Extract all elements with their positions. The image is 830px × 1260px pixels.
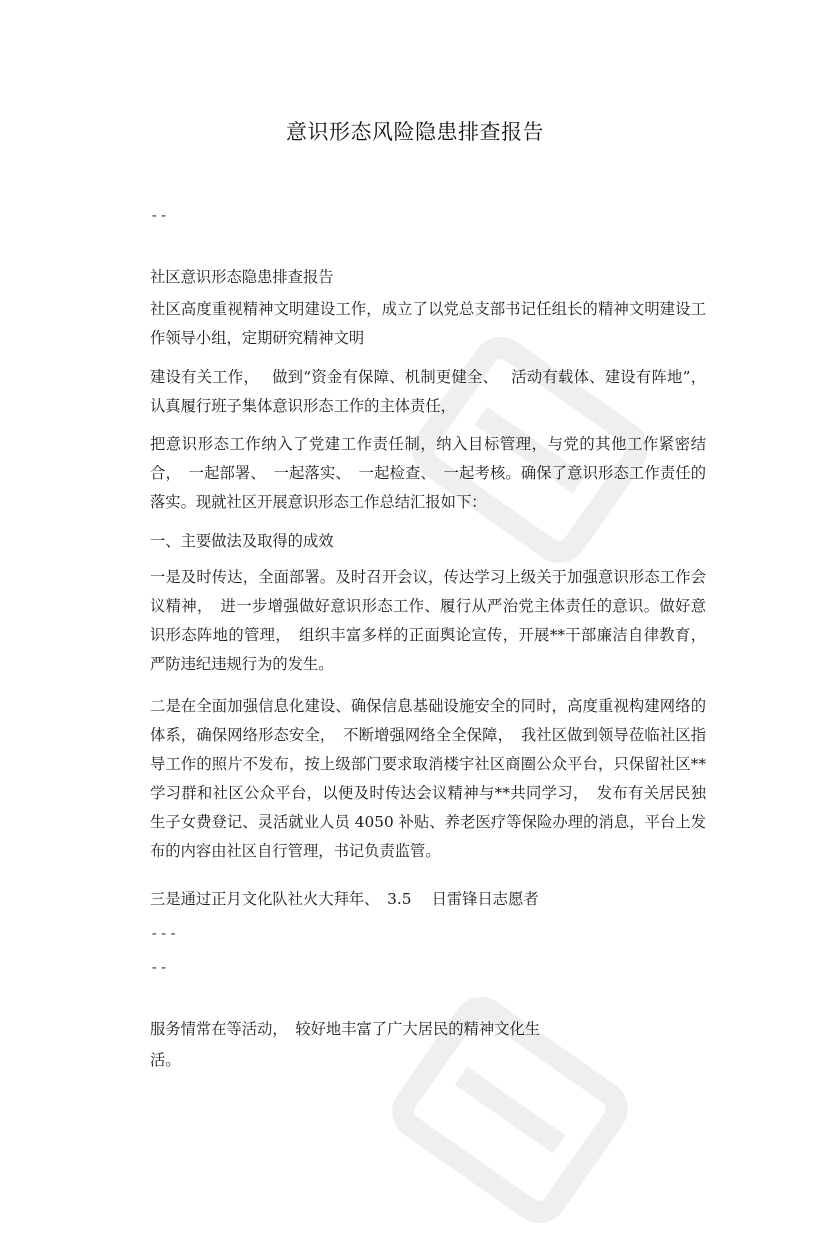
section-heading: 一、主要做法及取得的成效 [150,532,334,550]
closing-line-2: 活。 [150,1051,181,1069]
paragraph-5: 二是在全面加强信息化建设、确保信息基础设施安全的同时，高度重视构建网络的体系，确保网络形态安全， 不断增强网络全全保障， 我社区做到领导莅临社区指导工作的照片不发布，按上级部门要求取消楼宇社区商圈公众平台，只保留社区**学习群和社区公众平台，以便及时传达会议精神与**共同学习， 发布有关居民独生子女费登记、灵活就业人员 4050 补贴、养老医疗等保险办理的消息，平台上发布的内容由社区自行管理，书记负责监管。 [150,697,706,860]
closing-line-1: 服务情常在等活动， 较好地丰富了广大居民的精神文化生 [150,1020,541,1038]
separator-line: -- [150,960,169,976]
subtitle: 社区意识形态隐患排查报告 [150,268,334,286]
separator-line: --- [150,926,179,942]
watermark-icon [360,960,660,1260]
paragraph-6: 三是通过正月文化队社火大拜年、 3.5 日雷锋日志愿者 [150,890,539,908]
paragraph-2: 建设有关工作， 做到“资金有保障、机制更健全、 活动有载体、建设有阵地”，认真履行班子集体意识形态工作的主体责任， [150,368,706,415]
paragraph-4: 一是及时传达，全面部署。及时召开会议，传达学习上级关于加强意识形态工作会议精神， 进一步增强做好意识形态工作、履行从严治党主体责任的意识。做好意识形态阵地的管理， 组织丰富多样的正面舆论宣传，开展**干部廉洁自律教育，严防违纪违规行为的发生。 [150,568,706,673]
paragraph-1: 社区高度重视精神文明建设工作，成立了以党总支部书记任组长的精神文明建设工作领导小组，定期研究精神文明 [150,300,706,347]
document-title: 意识形态风险隐患排查报告 [286,120,544,144]
separator-line: -- [150,208,169,224]
paragraph-3: 把意识形态工作纳入了党建工作责任制，纳入目标管理，与党的其他工作紧密结合， 一起部署、 一起落实、 一起检查、 一起考核。确保了意识形态工作责任的落实。现就社区开展意识形态工作总结汇报如下： [150,435,706,511]
